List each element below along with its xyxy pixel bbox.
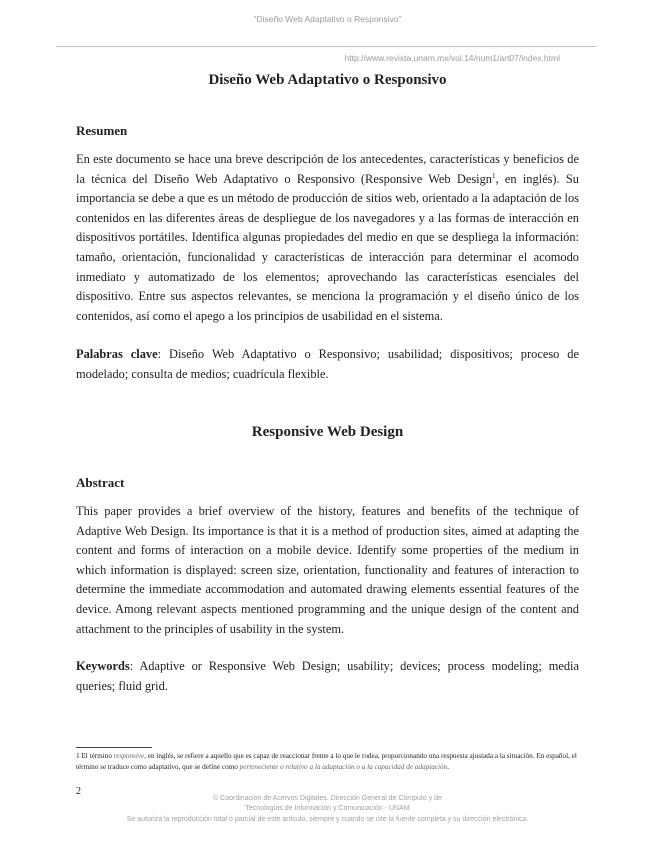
keywords-label: Keywords [76, 659, 130, 673]
resumen-paragraph [76, 150, 579, 326]
resumen-text-end: , en inglés). Su importancia se debe a que es un método de producción de sitios web, orientado a la adaptación de los contenidos en las diferentes áreas de despliegue de los navegadores y a las formas de interacción en dispositivos portátiles. Identifica algunas propiedades del medio en que se despliega la información: tamaño, orientación, funcionalidad y características de interacción para determinar el acomodo inmediato y automatizado de los elementos; aprovechando las características esenciales del dispositivo. Entre sus aspectos relevantes, se menciona la programación y el diseño único de los contenidos, así como el apego a los principios de usabilidad en el sistema. [76, 171, 579, 323]
footnote [76, 751, 579, 773]
footer-line-1: © Coordinación de Acervos Digitales. Dirección General de Cómputo y de [213, 795, 442, 802]
resumen-text-start: En este documento se hace una breve descripción de los antecedentes, características y beneficios de la técnica del Diseño Web Adaptativo o Responsivo (Responsive Web Design [76, 152, 579, 186]
english-title: Responsive Web Design [251, 424, 404, 440]
keywords-paragraph [76, 657, 579, 696]
footnote-term: responsive [113, 752, 145, 760]
resumen-heading: Resumen [76, 123, 128, 138]
abstract-paragraph: This paper provides a brief overview of the history, features and benefits of the technique of Adaptive Web Design. Its importance is that it is a method of production sites, aimed at adapting the content and forms of interaction on a mobile device. Identify some properties of the medium in which information is displayed: screen size, orientation, functionality and features of interaction to determine the immediate accommodation and automated drawing elements essential features of the device. Among relevant aspects mentioned programming and the unique design of the content and attachment to the principles of usability in the system. [76, 504, 579, 636]
footer-line-3: Se autoriza la reproducción total o parcial de este artículo, siempre y cuando se cite la fuente completa y su dirección electrónica. [126, 816, 529, 823]
palabras-clave-label: Palabras clave [76, 347, 158, 361]
footnote-text-2: , en inglés, se refiere a aquello que es capaz de reaccionar frente a lo que le rodea, proporcionando una respuesta ajustada a la situación. En español, el término se traduce como adaptativo, que se define como [76, 752, 577, 772]
page-number: 2 [76, 786, 81, 797]
footnote-divider [76, 747, 152, 748]
header-divider [56, 46, 596, 47]
footnote-text-1: 1 El término [76, 752, 114, 760]
palabras-clave-paragraph [76, 345, 579, 384]
running-header: “Diseño Web Adaptativo o Responsivo” [253, 14, 402, 24]
keywords-text: : Adaptive or Responsive Web Design; usability; devices; process modeling; media queries; fluid grid. [76, 659, 579, 693]
footnote-text-3: . [447, 763, 449, 772]
header-url: http://www.revista.unam.mx/vol.14/num1/art07/index.html [344, 53, 560, 63]
footnote-marker: 1 [492, 171, 496, 180]
footer-line-2: Tecnologías de Información y Comunicación - UNAM [245, 805, 410, 812]
footnote-definition: perteneciente o relativo a la adaptación o a la capacidad de adaptación [239, 763, 448, 772]
palabras-clave-text: : Diseño Web Adaptativo o Responsivo; usabilidad; dispositivos; proceso de modelado; consulta de medios; cuadrícula flexible. [76, 347, 579, 381]
paper-title: Diseño Web Adaptativo o Responsivo [208, 72, 447, 88]
abstract-heading: Abstract [76, 475, 125, 490]
